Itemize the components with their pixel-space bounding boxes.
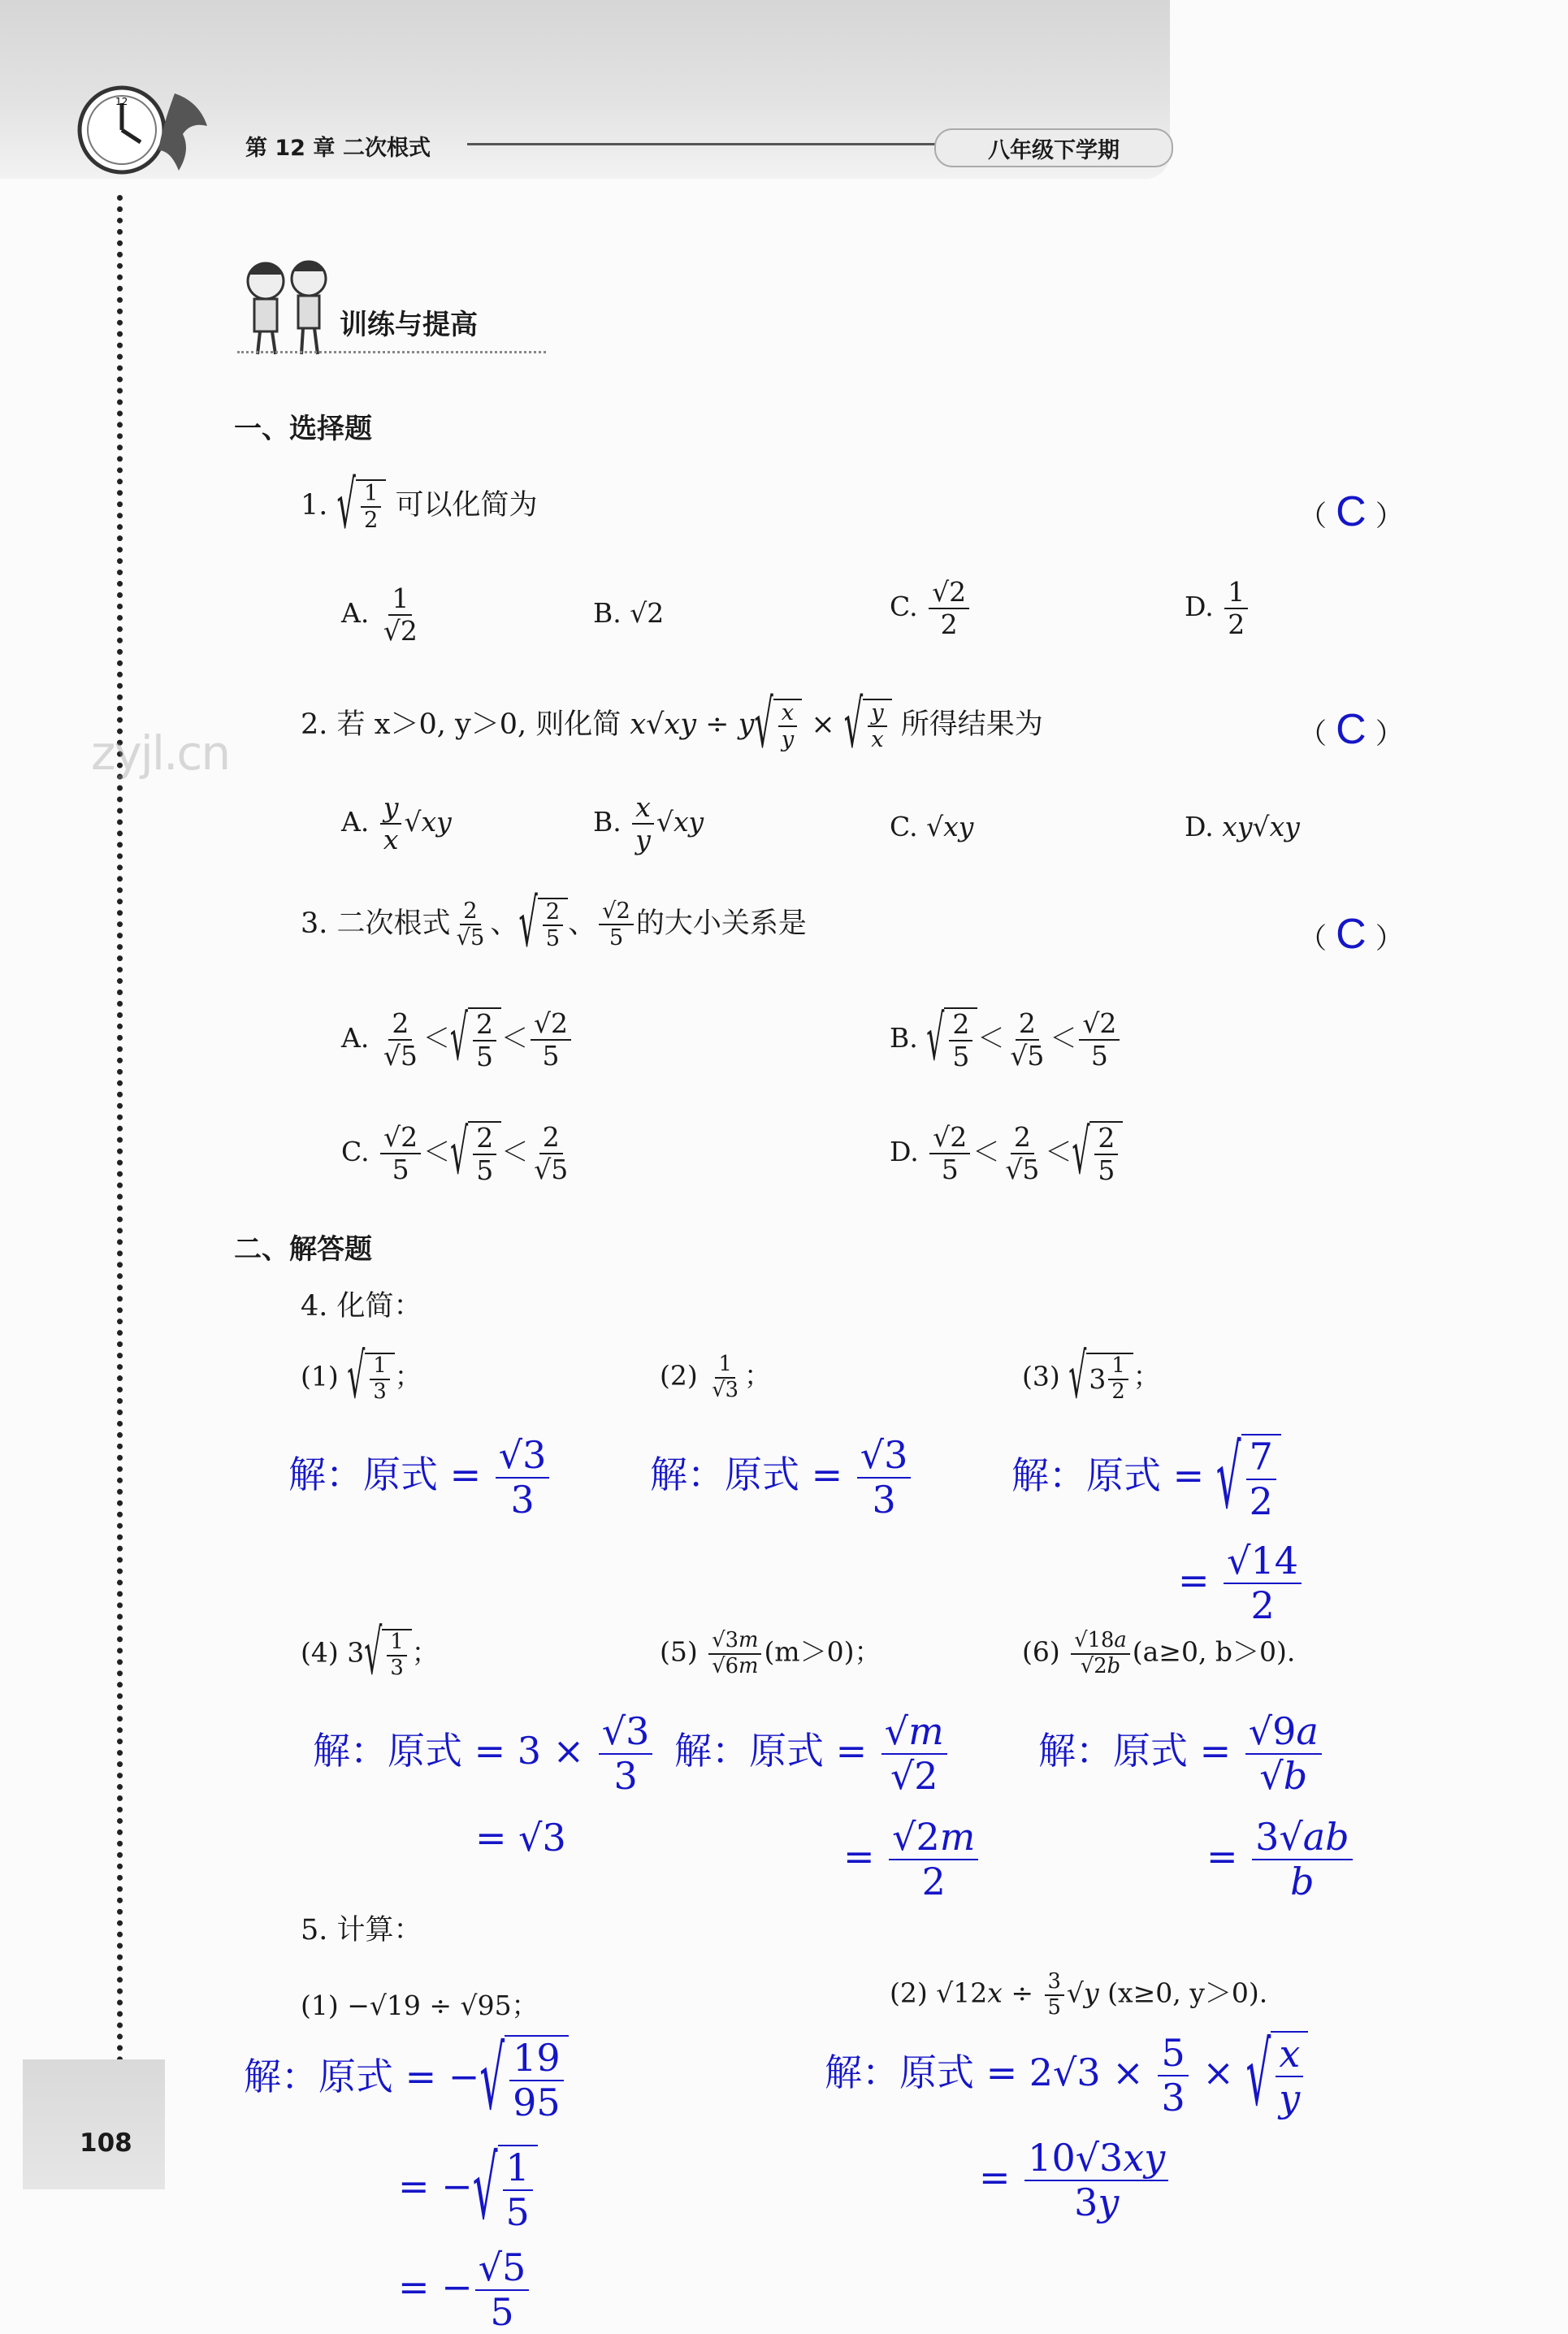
- q4-4-problem: (4) 3 √ $\frac{1}{3}$ ；: [301, 1617, 439, 1690]
- q2-answer-bracket: （ C ）: [1298, 706, 1404, 753]
- q3-answer: C: [1336, 911, 1367, 958]
- q1-option-b: B. √2: [593, 597, 665, 629]
- q1-answer-bracket: （ C ）: [1298, 488, 1404, 535]
- q3-option-b: B. √ $\frac{2}{5}$ ＜ $\frac{2}{√5}$ ＜ $\frac{√2}{5}$: [890, 1007, 1122, 1072]
- q2-condition: x＞0, y＞0, 则化简: [374, 708, 622, 741]
- q3-expression: $\frac{2}{√5}$ 、 √ $\frac{2}{5}$ 、 $\frac{√2}{5}$: [451, 907, 636, 940]
- q4-3-solution: 解：原式 = √ $\frac{7}{2}$: [1011, 1434, 1281, 1523]
- q4-4-solution: 解：原式 = 3 × $\frac{√3}{3}$: [313, 1710, 655, 1798]
- banner-underline: [237, 351, 546, 353]
- banner-title: 训练与提高: [340, 309, 478, 341]
- q2-option-a: A. $\frac{y}{x}$ √xy: [341, 791, 452, 855]
- watermark: zyjl.cn: [91, 725, 230, 781]
- q4-2-problem: (2) $\frac{1}{√3}$ ；: [660, 1352, 772, 1402]
- grade-label: 八年级下学期: [988, 137, 1120, 163]
- q4-3-solution-step2: = $\frac{√14}{2}$: [1178, 1539, 1304, 1627]
- q3-option-d: D. $\frac{√2}{5}$ ＜ $\frac{2}{√5}$ ＜ √ $\frac{2}{5}$: [890, 1121, 1123, 1186]
- q3-option-a: A. $\frac{2}{√5}$ ＜ √ $\frac{2}{5}$ ＜ $\frac{√2}{5}$: [341, 1007, 574, 1072]
- margin-dotted-rule: [117, 195, 123, 2063]
- q1-option-a: A. $\frac{1}{√2}$: [341, 582, 418, 647]
- grade-pill: [934, 128, 1173, 167]
- q1-number: 1.: [301, 488, 328, 522]
- compass-clock-icon: [77, 77, 240, 183]
- q5-1-solution-step3: = − $\frac{√5}{5}$: [398, 2246, 531, 2334]
- q4-2-solution: 解：原式 = $\frac{√3}{3}$: [650, 1434, 913, 1522]
- q5-2-problem: (2) √12x ÷ $\frac{3}{5}$ √y (x≥0, y＞0).: [890, 1969, 1268, 2020]
- q3-option-c: C. $\frac{√2}{5}$ ＜ √ $\frac{2}{5}$ ＜ $\frac{2}{√5}$: [341, 1117, 569, 1189]
- question-1: [301, 466, 538, 543]
- q1-expression: √ $\frac{1}{2}$: [337, 479, 387, 534]
- svg-text:12: 12: [115, 96, 128, 107]
- section-answer-title: 二、解答题: [234, 1233, 372, 1266]
- page-number-box: [23, 2059, 165, 2189]
- header-rule: [467, 143, 946, 145]
- page-number: 108: [80, 2128, 132, 2158]
- q2-option-d: D. xy√xy: [1185, 811, 1300, 842]
- chapter-title: 二次根式: [343, 136, 431, 161]
- q5-1-solution: 解：原式 = − √ $\frac{19}{95}$: [244, 2035, 569, 2124]
- q4-5-problem: (5) $\frac{√3m}{√6m}$ (m＞0)；: [660, 1628, 881, 1678]
- q1-answer: C: [1336, 488, 1367, 535]
- q3-answer-bracket: （ C ）: [1298, 911, 1404, 958]
- q5-title: 5. 计算：: [301, 1914, 422, 1946]
- chapter-number: 第 12 章: [245, 136, 336, 161]
- q4-4-solution-step2: = √3: [475, 1816, 566, 1860]
- q4-6-solution-step2: = $\frac{3√ab}{b}$: [1206, 1816, 1355, 1903]
- q4-title: 4. 化简：: [301, 1290, 422, 1323]
- q4-5-solution-step2: = $\frac{√2m}{2}$: [843, 1816, 981, 1903]
- q4-6-solution: 解：原式 = $\frac{√9a}{√b}$: [1038, 1710, 1324, 1798]
- q4-5-solution: 解：原式 = $\frac{√m}{√2}$: [674, 1710, 950, 1798]
- q4-3-problem: (3) √ 3 $\frac{1}{2}$ ；: [1022, 1341, 1160, 1414]
- q2-answer: C: [1336, 706, 1367, 753]
- q2-option-b: B. $\frac{x}{y}$ √xy: [593, 791, 704, 855]
- q5-1-solution-step2: = − √ $\frac{1}{5}$: [398, 2145, 538, 2234]
- q4-1-solution: 解：原式 = $\frac{√3}{3}$: [288, 1434, 552, 1522]
- q1-option-d: D. $\frac{1}{2}$: [1185, 577, 1250, 640]
- q1-option-c: C. $\frac{√2}{2}$: [890, 577, 972, 640]
- q4-6-problem: (6) $\frac{√18a}{√2b}$ (a≥0, b＞0).: [1022, 1628, 1296, 1678]
- q1-text: 可以化简为: [395, 488, 538, 522]
- q2-option-c: C. √xy: [890, 811, 974, 842]
- q5-2-solution-step2: = $\frac{10√3xy}{3y}$: [979, 2137, 1171, 2224]
- q5-1-problem: (1) −√19 ÷ √95；: [301, 1990, 539, 2021]
- q2-expression: x√xy ÷ y √ $\frac{x}{y}$ × √ $\frac{y}{x}$: [630, 708, 891, 741]
- question-2: 2. 若 x＞0, y＞0, 则化简 x√xy ÷ y √ $\frac{x}{y}$ × √ $\frac{y}{x}$ 所得结果为: [301, 686, 1043, 763]
- kids-illustration-icon: [232, 258, 337, 360]
- question-3: 3. 二次根式 $\frac{2}{√5}$ 、 √ $\frac{2}{5}$ 、 $\frac{√2}{5}$ 的大小关系是: [301, 885, 807, 962]
- q5-2-solution: 解：原式 = 2√3 × $\frac{5}{3}$ × √ $\frac{x}{y}$: [825, 2031, 1308, 2120]
- section-choice-title: 一、选择题: [234, 413, 372, 445]
- q4-1-problem: (1) √ $\frac{1}{3}$ ；: [301, 1341, 422, 1414]
